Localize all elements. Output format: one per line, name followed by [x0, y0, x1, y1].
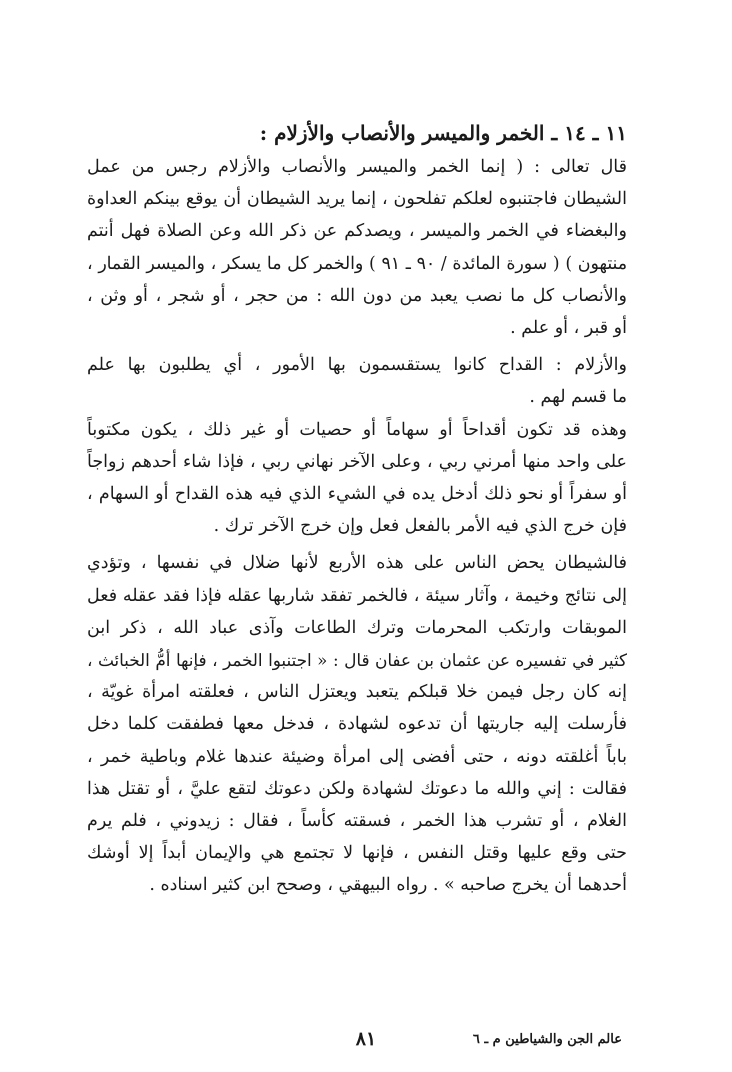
section-heading: ١١ ـ ١٤ ـ الخمر والميسر والأنصاب والأزلام :	[259, 121, 627, 145]
paragraph-azlam	[87, 349, 627, 413]
text-line: حتى وقع عليها وقتل النفس ، فإنها لا تجتمع هي والإيمان أبداً إلا أوشك	[87, 843, 627, 864]
text-line: الموبقات وارتكب المحرمات وترك الطاعات وآذى عباد الله ، ذكر ابن	[87, 617, 627, 638]
text-line: أو قبر ، أو علم .	[510, 318, 627, 339]
page-footer	[0, 1028, 732, 1058]
text-line: أحدهما أن يخرج صاحبه » . رواه البيهقي ، وصحح ابن كثير اسناده .	[149, 875, 627, 896]
text-line: إلى نتائج وخيمة ، وآثار سيئة ، فالخمر تفقد شاربها عقله فإذا فقد عقله فعل	[87, 585, 627, 606]
text-line: فإن خرج الذي فيه الأمر بالفعل فعل وإن خرج الآخر ترك .	[213, 516, 627, 537]
paragraph-qidah	[87, 414, 627, 543]
text-line: فالشيطان يحض الناس على هذه الأربع لأنها ضلال في نفسها ، وتؤدي	[87, 553, 627, 574]
text-line: على واحد منها أمرني ربي ، وعلى الآخر نهاني ربي ، فإذا شاء أحدهم زواجاً	[87, 451, 627, 472]
text-line: الشيطان فاجتنبوه لعلكم تفلحون ، إنما يريد الشيطان أن يوقع بينكم العداوة	[87, 189, 627, 210]
text-line: إنه كان رجل فيمن خلا قبلكم يتعبد ويعتزل الناس ، فعلقته امرأة غويّة ،	[87, 682, 627, 703]
page-number: ٨١	[355, 1028, 377, 1050]
text-line: والأزلام : القداح كانوا يستقسمون بها الأمور ، أي يطلبون بها علم	[87, 355, 627, 376]
paragraph-shaytan	[87, 547, 627, 901]
running-title: عالم الجن والشياطين م ـ ٦	[472, 1032, 622, 1047]
text-line: قال تعالى : ( إنما الخمر والميسر والأنصاب والأزلام رجس من عمل	[87, 157, 627, 177]
text-line: فقالت : إني والله ما دعوتك لشهادة ولكن دعوتك لتقع عليَّ ، أو تقتل هذا	[87, 778, 627, 799]
text-line: فأرسلت إليه جاريتها أن تدعوه لشهادة ، فدخل معها فطفقت كلما دخل	[87, 714, 627, 735]
text-line: والبغضاء في الخمر والميسر ، ويصدكم عن ذكر الله وعن الصلاة فهل أنتم	[87, 221, 627, 242]
text-line: أو سفراً أو نحو ذلك أدخل يده في الشيء الذي فيه هذه القداح أو السهام ،	[87, 484, 627, 505]
text-line: منتهون ) ( سورة المائدة / ٩٠ ـ ٩١ ) والخمر كل ما يسكر ، والميسر القمار ،	[87, 253, 627, 274]
text-line: وهذه قد تكون أقداحاً أو سهاماً أو حصيات أو غير ذلك ، يكون مكتوباً	[87, 419, 627, 440]
text-line: كثير في تفسيره عن عثمان بن عفان قال : « اجتنبوا الخمر ، فإنها أمُّ الخبائث ،	[87, 650, 627, 671]
text-line: ما قسم لهم .	[529, 387, 627, 408]
text-line: الغلام ، أو تشرب هذا الخمر ، فسقته كأساً ، فقال : زيدوني ، فلم يرم	[87, 811, 627, 832]
body-text	[87, 151, 627, 902]
text-line: باباً أغلقته دونه ، حتى أفضى إلى امرأة وضيئة عندها غلام وباطية خمر ،	[87, 746, 627, 767]
text-line: والأنصاب كل ما نصب يعبد من دون الله : من حجر ، أو شجر ، أو وثن ،	[87, 285, 627, 306]
paragraph-quran-verse	[87, 151, 627, 344]
